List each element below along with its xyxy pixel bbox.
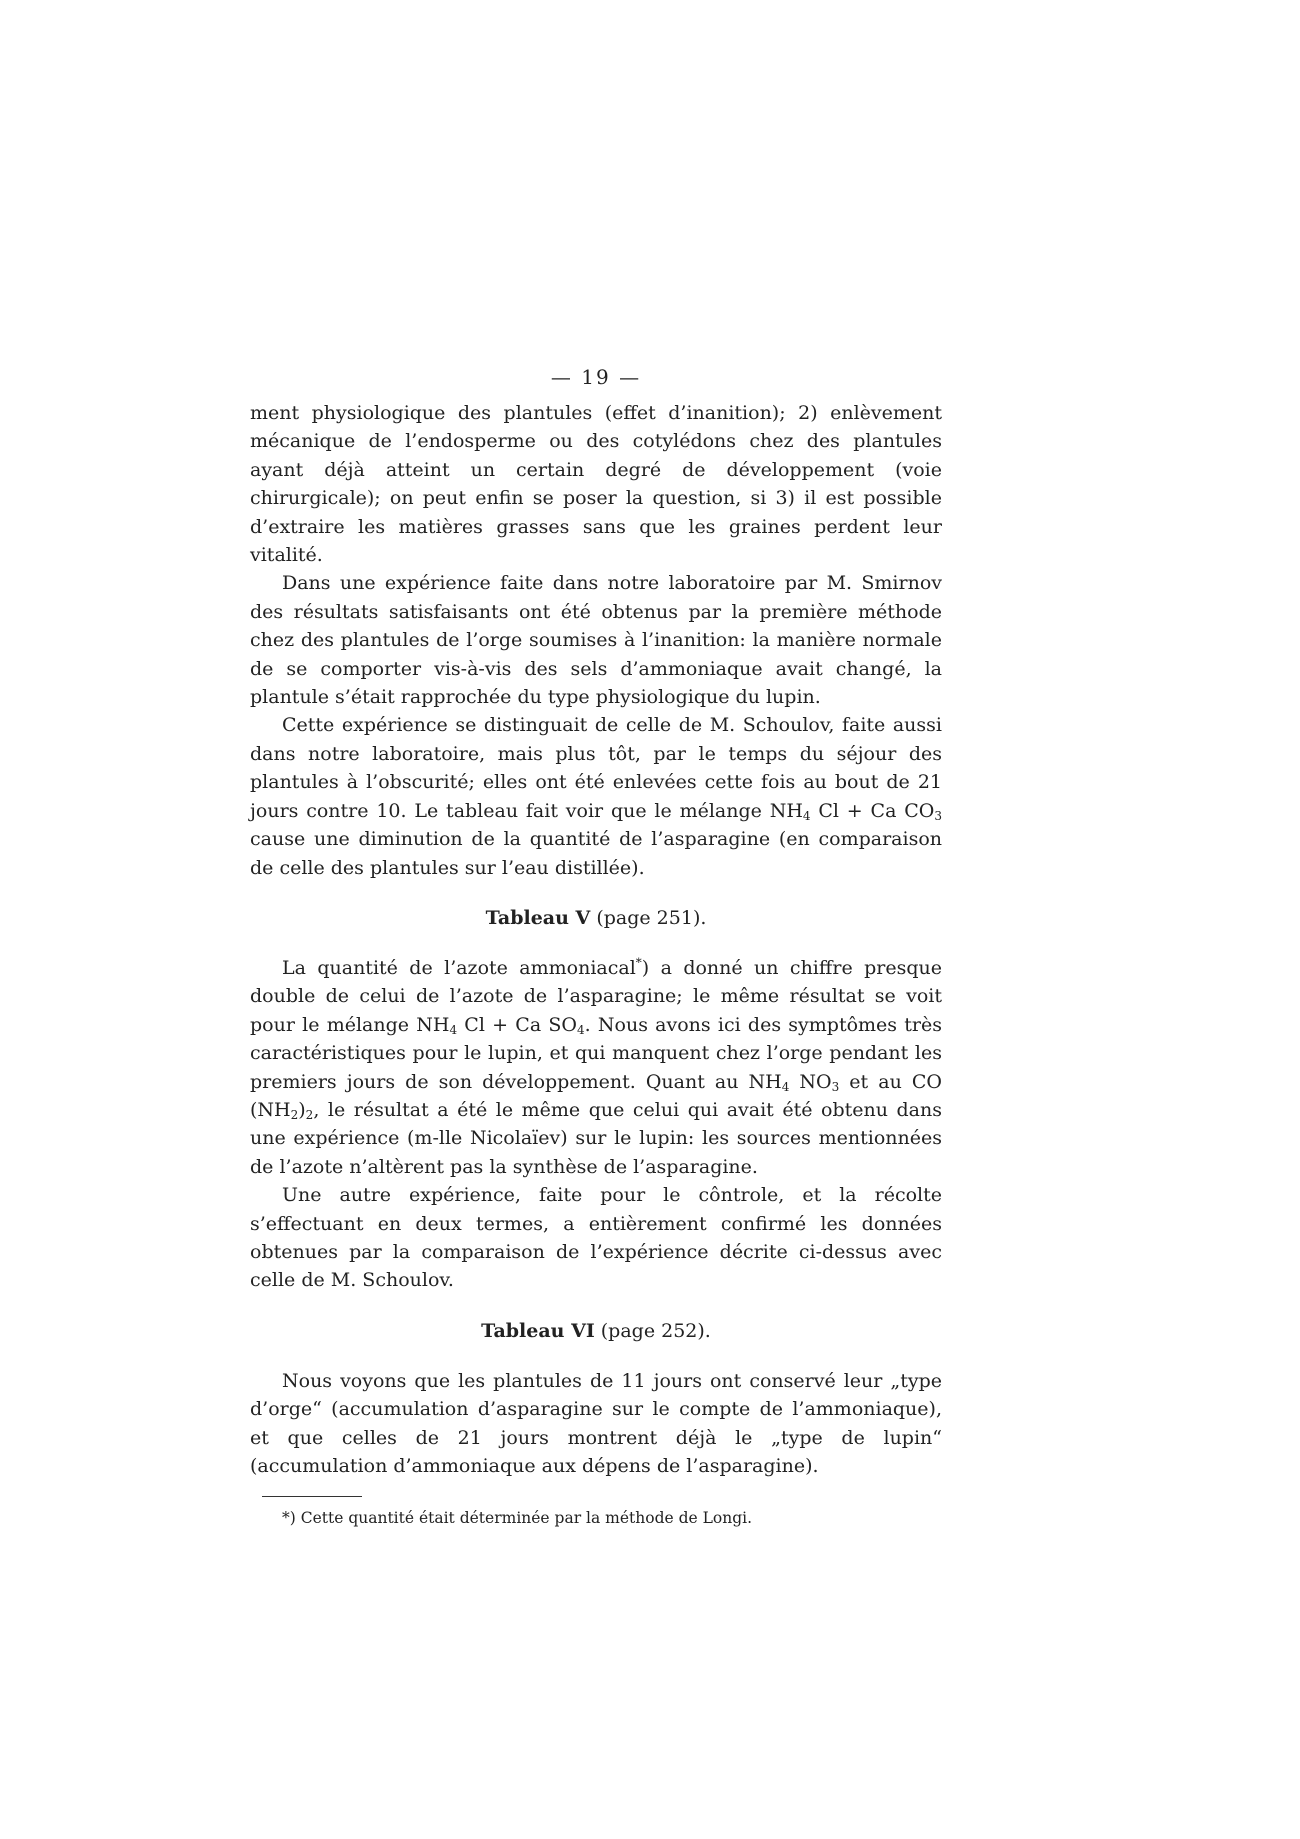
table-v-heading bbox=[250, 904, 942, 932]
paragraph-4-text-h: , le résultat a été le même que celui qui avait été obtenu dans une expérience (m-lle Nicolaïev) sur le lupin: les sources mentionnées de l’azote n’altèrent pas la synthèse de l’asparagine. bbox=[250, 1098, 942, 1178]
subscript: 4 bbox=[802, 808, 811, 823]
page bbox=[250, 365, 942, 1529]
paragraph-3-text-b: Cl + Ca CO bbox=[810, 799, 935, 822]
subscript: 3 bbox=[934, 808, 943, 823]
paragraph-4-text-c: Cl + Ca SO bbox=[457, 1013, 577, 1036]
paragraph-4-text-b: ) a donné un chiffre presque double de celui de l’azote de l’asparagine; le même résultat se voit pour le mélange NH bbox=[250, 956, 942, 1036]
paragraph-3 bbox=[250, 711, 942, 881]
paragraph-3-text-a: Cette expérience se distinguait de celle de M. Schoulov, faite aussi dans notre laboratoire, mais plus tôt, par le temps du séjour des plantules à l’obscurité; elles ont été enlevées cette fois au bout de 21 jours contre 10. Le tableau fait voir que le mélange NH bbox=[250, 714, 942, 822]
subscript: 4 bbox=[781, 1079, 790, 1094]
paragraph-1: ment physiologique des plantules (effet d’inanition); 2) enlèvement mécanique de l’endosperme ou des cotylédons chez des plantules ayant déjà atteint un certain degré de développement (voie chirurgicale); on peut enfin se poser la question, si 3) il est possible d’extraire les matières grasses sans que les graines perdent leur vitalité. bbox=[250, 402, 942, 567]
subscript: 3 bbox=[831, 1079, 840, 1094]
subscript: 4 bbox=[449, 1022, 458, 1037]
paragraph-4-text-a: La quantité de l’azote ammoniacal bbox=[282, 956, 636, 979]
paragraph-4 bbox=[250, 954, 942, 1181]
table-vi-heading bbox=[250, 1317, 942, 1345]
footnote: *) Cette quantité était déterminée par la méthode de Longi. bbox=[282, 1509, 753, 1528]
paragraph-4-text-e: NO bbox=[789, 1070, 832, 1093]
table-vi-label: Tableau VI bbox=[481, 1319, 595, 1342]
paragraph-4-text-g: ) bbox=[298, 1098, 306, 1121]
subscript: 4 bbox=[576, 1022, 585, 1037]
subscript: 2 bbox=[305, 1107, 314, 1122]
footnote-divider bbox=[262, 1496, 362, 1497]
subscript: 2 bbox=[290, 1107, 299, 1122]
page-number: — 19 — bbox=[550, 365, 642, 389]
footnote-marker: * bbox=[635, 955, 642, 970]
table-v-label: Tableau V bbox=[485, 906, 591, 929]
paragraph-6: Nous voyons que les plantules de 11 jours ont conservé leur „type d’orge“ (accumulation d’asparagine sur le compte de l’ammoniaque), et que celles de 21 jours montrent déjà le „type de lupin“ (accumulation d’ammoniaque aux dépens de l’asparagine). bbox=[250, 1369, 942, 1477]
paragraph-5: Une autre expérience, faite pour le côntrole, et la récolte s’effectuant en deux termes, a entièrement confirmé les données obtenues par la comparaison de l’expérience décrite ci-dessus avec celle de M. Schoulov. bbox=[250, 1184, 942, 1292]
paragraph-4-text-f: et au CO (NH bbox=[250, 1070, 942, 1121]
paragraph-4-text-d: . Nous avons ici des symptômes très caractéristiques pour le lupin, et qui manquent chez l’orge pendant les premiers jours de son développement. Quant au NH bbox=[250, 1013, 942, 1093]
table-v-page: (page 251). bbox=[590, 906, 707, 929]
paragraph-2: Dans une expérience faite dans notre laboratoire par M. Smirnov des résultats satisfaisants ont été obtenus par la première méthode chez des plantules de l’orge soumises à l’inanition: la manière normale de se comporter vis-à-vis des sels d’ammoniaque avait changé, la plantule s’était rapprochée du type physiologique du lupin. bbox=[250, 572, 942, 709]
table-vi-page: (page 252). bbox=[594, 1319, 711, 1342]
paragraph-3-text-c: cause une diminution de la quantité de l’asparagine (en comparaison de celle des plantules sur l’eau distillée). bbox=[250, 828, 942, 879]
